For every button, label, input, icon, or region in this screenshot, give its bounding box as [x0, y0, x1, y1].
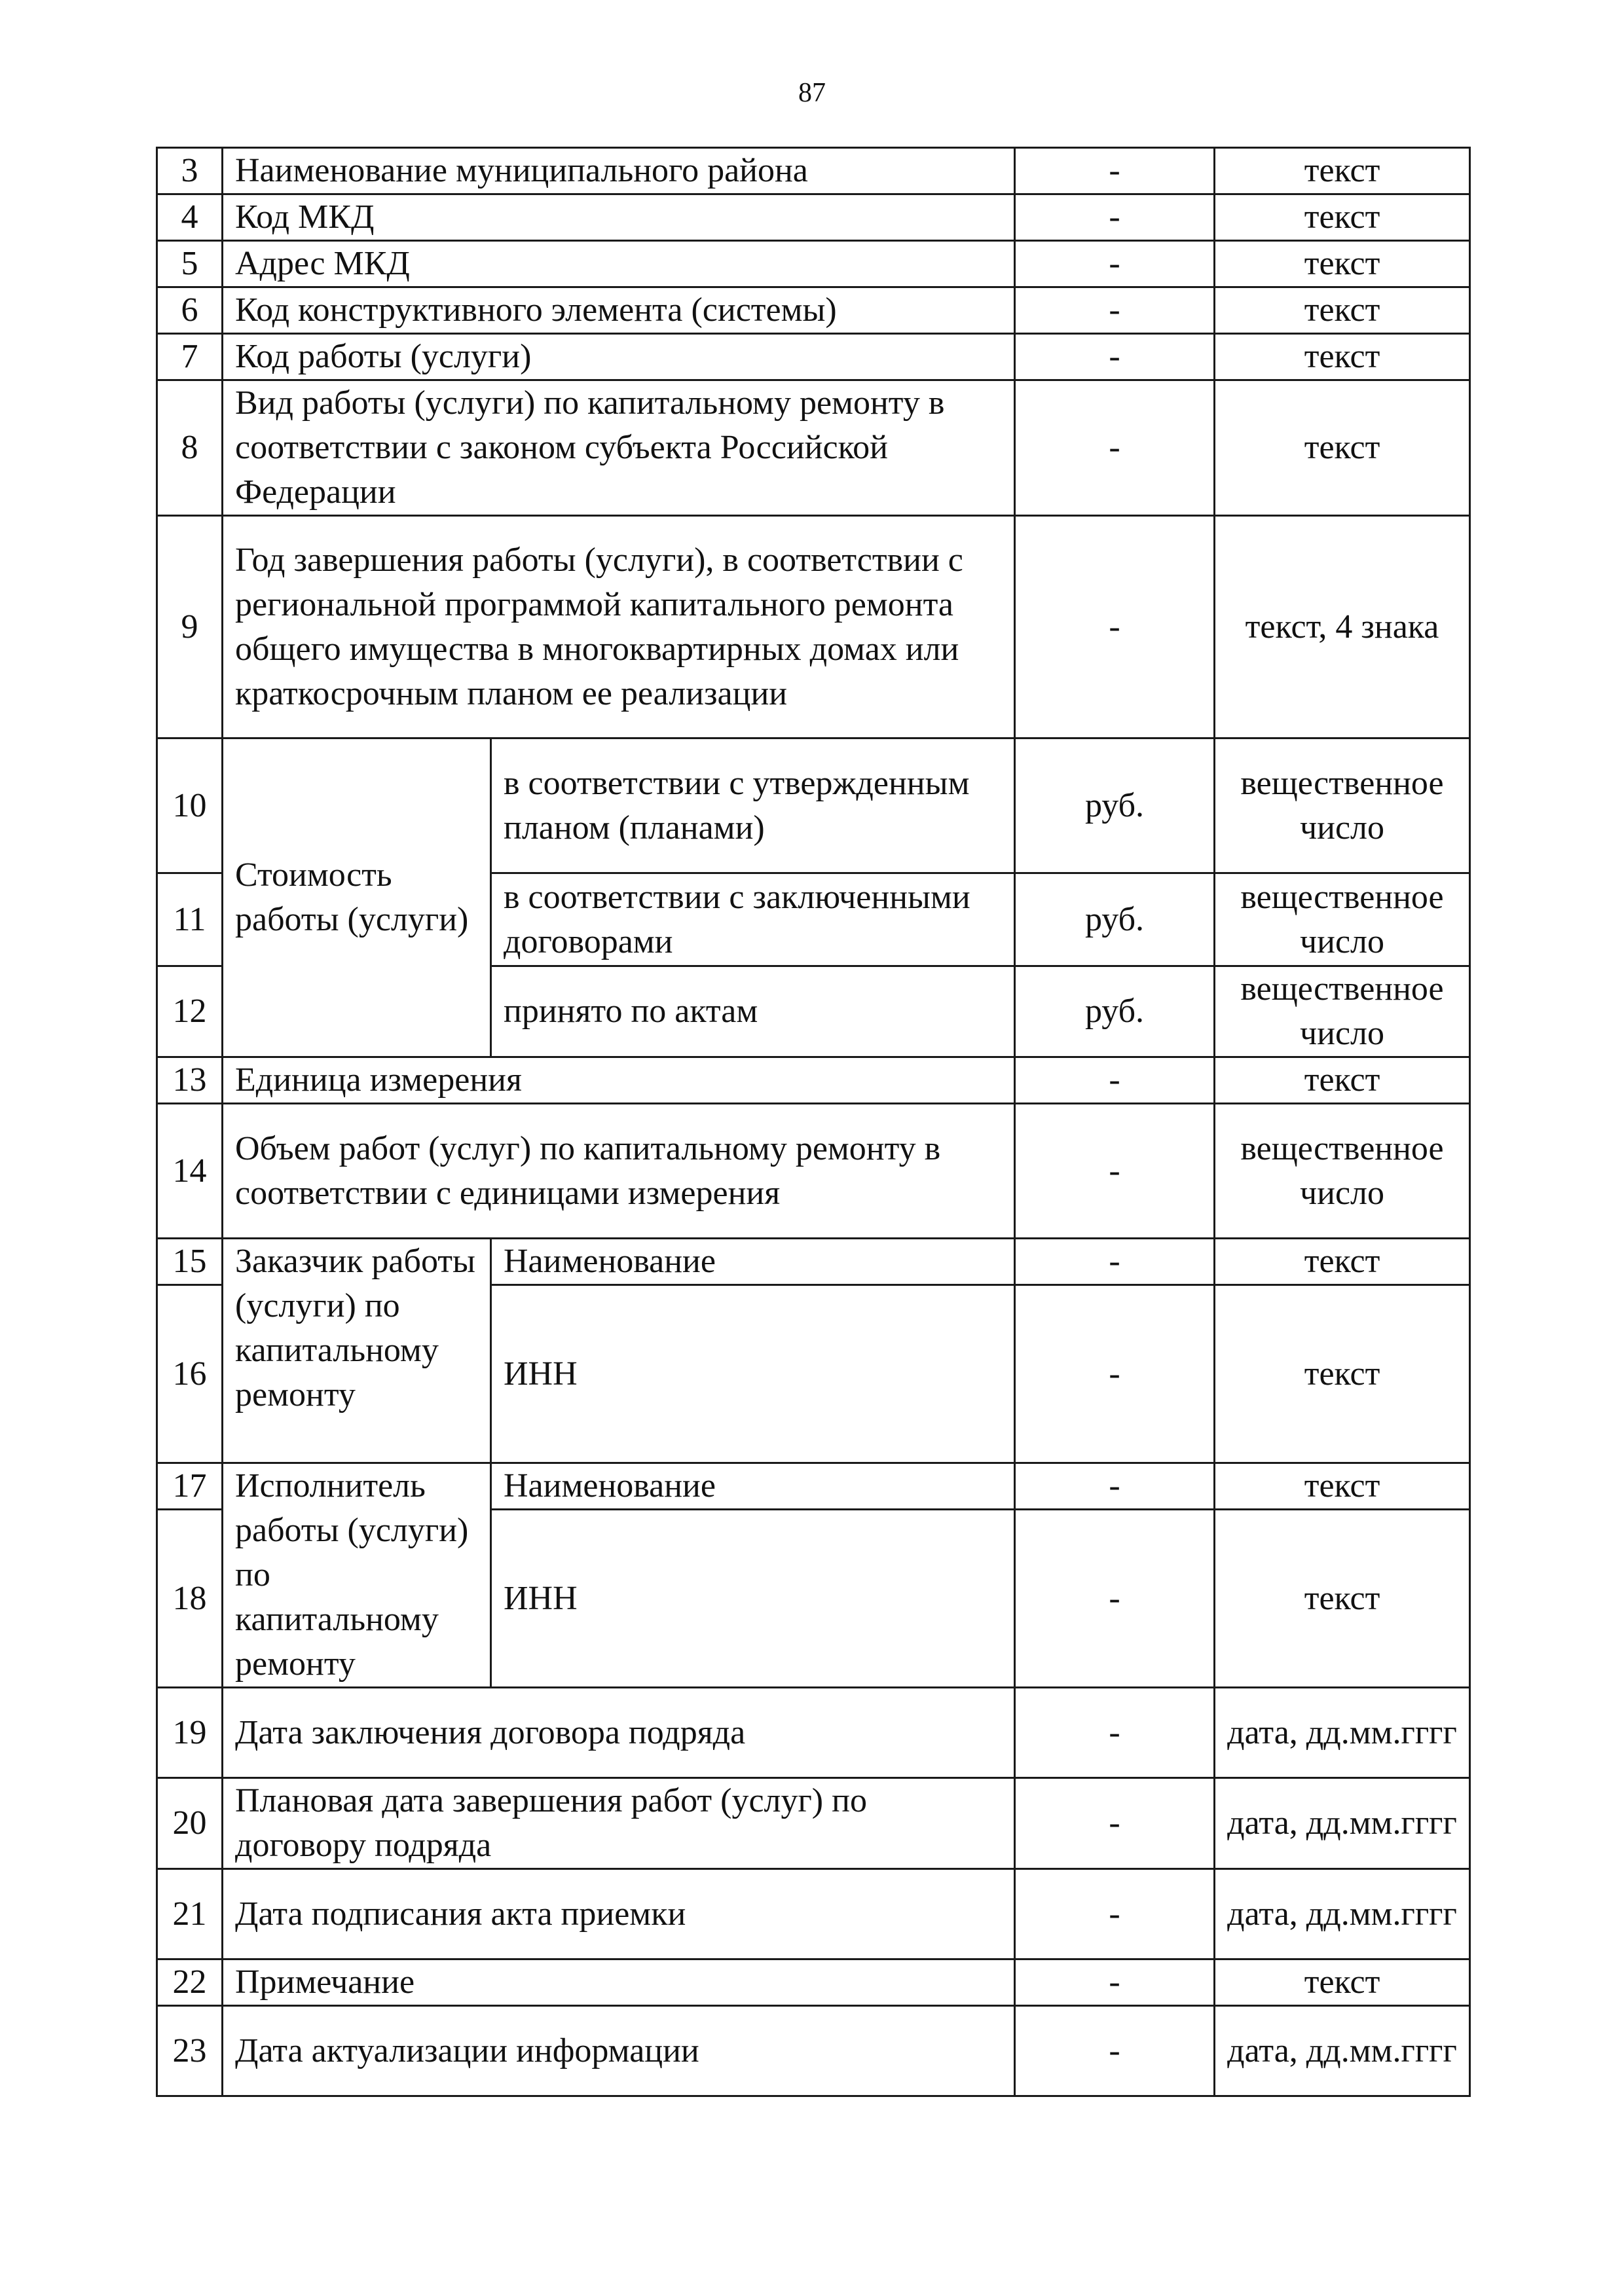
row-name: Примечание	[223, 1959, 1015, 2006]
row-type: вещественное число	[1215, 1104, 1470, 1239]
data-table	[156, 147, 1471, 2097]
table-row	[157, 241, 1470, 287]
row-type: вещественное число	[1215, 966, 1470, 1057]
row-name: Вид работы (услуги) по капитальному ремонту в соответствии с законом субъекта Российской Федерации	[223, 380, 1015, 516]
row-type: текст	[1215, 241, 1470, 287]
table-row	[157, 380, 1470, 516]
row-name: Дата подписания акта приемки	[223, 1869, 1015, 1959]
table-row	[157, 1463, 1470, 1510]
row-unit: -	[1015, 148, 1215, 194]
row-unit: -	[1015, 1869, 1215, 1959]
row-unit: -	[1015, 516, 1215, 738]
row-number: 14	[157, 1104, 223, 1239]
row-type: дата, дд.мм.гггг	[1215, 1869, 1470, 1959]
row-name: Дата заключения договора подряда	[223, 1688, 1015, 1778]
row-type: дата, дд.мм.гггг	[1215, 2006, 1470, 2096]
row-number: 10	[157, 738, 223, 873]
row-name: Наименование	[491, 1463, 1015, 1510]
row-type: текст	[1215, 148, 1470, 194]
row-number: 7	[157, 334, 223, 380]
row-name: Объем работ (услуг) по капитальному ремонту в соответствии с единицами измерения	[223, 1104, 1015, 1239]
row-unit: -	[1015, 1057, 1215, 1104]
row-number: 6	[157, 287, 223, 334]
row-number: 12	[157, 966, 223, 1057]
row-number: 20	[157, 1778, 223, 1869]
row-number: 23	[157, 2006, 223, 2096]
row-unit: -	[1015, 194, 1215, 241]
table-row	[157, 1239, 1470, 1285]
row-unit: -	[1015, 1463, 1215, 1510]
row-number: 8	[157, 380, 223, 516]
row-unit: -	[1015, 1959, 1215, 2006]
row-unit: -	[1015, 1778, 1215, 1869]
row-unit: -	[1015, 1688, 1215, 1778]
row-name: Наименование	[491, 1239, 1015, 1285]
row-type: текст	[1215, 287, 1470, 334]
row-type: текст	[1215, 1285, 1470, 1463]
table-row	[157, 1869, 1470, 1959]
row-type: текст	[1215, 1959, 1470, 2006]
row-number: 16	[157, 1285, 223, 1463]
row-name: принято по актам	[491, 966, 1015, 1057]
row-number: 15	[157, 1239, 223, 1285]
row-type: вещественное число	[1215, 873, 1470, 966]
row-name: Наименование муниципального района	[223, 148, 1015, 194]
row-number: 21	[157, 1869, 223, 1959]
row-name: Год завершения работы (услуги), в соответствии с региональной программой капитального ремонта общего имущества в многоквартирных домах или краткосрочным планом ее реализации	[223, 516, 1015, 738]
row-type: дата, дд.мм.гггг	[1215, 1688, 1470, 1778]
table-row	[157, 1688, 1470, 1778]
row-name: Код работы (услуги)	[223, 334, 1015, 380]
table-row	[157, 334, 1470, 380]
row-unit: -	[1015, 1510, 1215, 1688]
row-name: Адрес МКД	[223, 241, 1015, 287]
table-row	[157, 1959, 1470, 2006]
row-unit: -	[1015, 1104, 1215, 1239]
row-unit: руб.	[1015, 966, 1215, 1057]
row-name: Плановая дата завершения работ (услуг) по договору подряда	[223, 1778, 1015, 1869]
row-name: Код МКД	[223, 194, 1015, 241]
table-row	[157, 1057, 1470, 1104]
table-row	[157, 287, 1470, 334]
row-number: 5	[157, 241, 223, 287]
row-name: в соответствии с заключенными договорами	[491, 873, 1015, 966]
row-type: текст	[1215, 380, 1470, 516]
row-name: Дата актуализации информации	[223, 2006, 1015, 2096]
row-name: ИНН	[491, 1510, 1015, 1688]
row-type: текст	[1215, 194, 1470, 241]
row-type: дата, дд.мм.гггг	[1215, 1778, 1470, 1869]
row-type: вещественное число	[1215, 738, 1470, 873]
row-number: 13	[157, 1057, 223, 1104]
row-number: 3	[157, 148, 223, 194]
page-number: 87	[798, 78, 826, 108]
row-unit: -	[1015, 2006, 1215, 2096]
row-unit: -	[1015, 241, 1215, 287]
table-row	[157, 1104, 1470, 1239]
row-unit: -	[1015, 1285, 1215, 1463]
group-cost-label: Стоимость работы (услуги)	[223, 738, 491, 1057]
row-number: 4	[157, 194, 223, 241]
row-unit: -	[1015, 334, 1215, 380]
row-number: 19	[157, 1688, 223, 1778]
row-unit: руб.	[1015, 873, 1215, 966]
table-row	[157, 148, 1470, 194]
group-customer-label: Заказчик работы (услуги) по капитальному ремонту	[223, 1239, 491, 1463]
row-name: в соответствии с утвержденным планом (планами)	[491, 738, 1015, 873]
row-number: 11	[157, 873, 223, 966]
row-unit: руб.	[1015, 738, 1215, 873]
table-row	[157, 738, 1470, 873]
row-unit: -	[1015, 380, 1215, 516]
row-unit: -	[1015, 287, 1215, 334]
row-unit: -	[1015, 1239, 1215, 1285]
table-row	[157, 194, 1470, 241]
row-number: 17	[157, 1463, 223, 1510]
row-name: Код конструктивного элемента (системы)	[223, 287, 1015, 334]
row-type: текст	[1215, 1239, 1470, 1285]
row-number: 18	[157, 1510, 223, 1688]
table-row	[157, 1778, 1470, 1869]
row-number: 9	[157, 516, 223, 738]
group-contractor-label: Исполнитель работы (услуги) по капитальному ремонту	[223, 1463, 491, 1688]
row-type: текст	[1215, 1510, 1470, 1688]
row-name: Единица измерения	[223, 1057, 1015, 1104]
row-type: текст	[1215, 1057, 1470, 1104]
row-number: 22	[157, 1959, 223, 2006]
row-type: текст	[1215, 1463, 1470, 1510]
table-row	[157, 2006, 1470, 2096]
row-type: текст, 4 знака	[1215, 516, 1470, 738]
row-type: текст	[1215, 334, 1470, 380]
row-name: ИНН	[491, 1285, 1015, 1463]
table-row	[157, 516, 1470, 738]
